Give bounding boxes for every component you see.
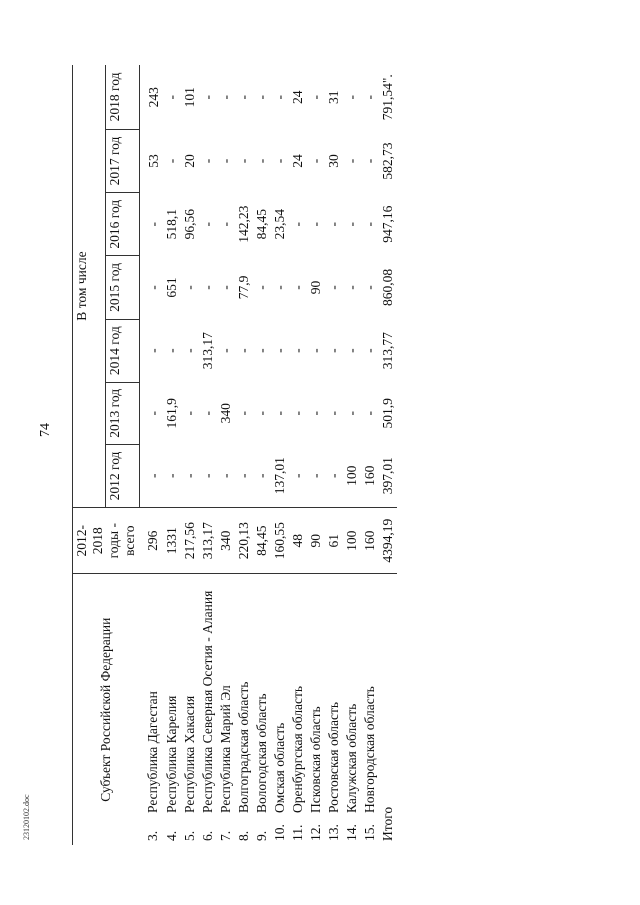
row-year-value: - — [217, 348, 233, 353]
row-subject-cell — [289, 574, 307, 845]
row-year-value: - — [199, 411, 215, 416]
row-year-value: - — [217, 158, 233, 164]
row-year-value: - — [361, 94, 377, 100]
row-total: 220,13 — [235, 508, 253, 574]
row-subject-name: Республика Дагестан — [145, 691, 160, 813]
row-year-value: - — [199, 221, 215, 227]
row-year-value: 313,17 — [199, 332, 215, 370]
row-year-value: 501,9 — [379, 398, 395, 429]
row-year-value: 243 — [145, 87, 161, 108]
row-subject-cell — [271, 574, 289, 845]
row-year-value: - — [253, 285, 269, 290]
row-year-value: - — [307, 473, 323, 478]
row-year-value: - — [325, 348, 341, 353]
row-subject-cell — [325, 574, 343, 845]
row-subject-name: Ростовская область — [325, 702, 341, 813]
table-row — [307, 65, 325, 845]
row-subject-cell — [361, 574, 379, 845]
row-number: Итого — [379, 806, 395, 841]
table-row — [139, 65, 163, 845]
row-year-value: - — [271, 348, 287, 353]
row-year-value: - — [289, 473, 305, 478]
row-year-value: - — [271, 411, 287, 416]
row-year-value: - — [307, 158, 323, 164]
data-table — [72, 65, 397, 845]
row-year-value: 101 — [181, 87, 197, 108]
row-year-value: - — [361, 221, 377, 227]
table-row — [361, 65, 379, 845]
row-number: 5. — [181, 830, 197, 841]
row-number: 8. — [235, 830, 251, 841]
row-year-value: - — [235, 94, 251, 100]
row-year-value: 30 — [325, 154, 341, 168]
row-year-value: - — [289, 221, 305, 227]
row-total: 313,17 — [199, 508, 217, 574]
row-year-value: - — [235, 348, 251, 353]
row-year-value: 160 — [361, 465, 377, 486]
row-number: 6. — [199, 830, 215, 841]
row-subject-cell — [343, 574, 361, 845]
table-row — [271, 65, 289, 845]
row-year-value: - — [361, 348, 377, 353]
row-year-value: - — [343, 285, 359, 290]
row-year-value: - — [289, 285, 305, 290]
row-total: 61 — [325, 508, 343, 574]
row-year-value: - — [343, 94, 359, 100]
row-year-value: 77,9 — [235, 275, 251, 300]
rotated-table-container — [72, 65, 492, 845]
row-subject-cell — [253, 574, 271, 845]
row-total: 1331 — [163, 508, 181, 574]
row-year-value: - — [217, 285, 233, 290]
row-year-value: 31 — [325, 90, 341, 104]
row-year-value: 791,54". — [379, 74, 395, 121]
row-year-value: - — [181, 285, 197, 290]
row-year-value: 137,01 — [271, 457, 287, 495]
row-year-value: - — [361, 411, 377, 416]
row-year-value: 23,54 — [271, 209, 287, 240]
row-year-value: - — [289, 411, 305, 416]
row-year-value: - — [145, 221, 161, 227]
row-subject-name: Новгородская область — [361, 686, 377, 813]
row-year-value: - — [199, 473, 215, 478]
row-year-value: - — [145, 473, 161, 478]
header-group: В том числе — [73, 65, 106, 508]
row-year-value: 313,77 — [379, 332, 395, 370]
row-year-value: 397,01 — [379, 457, 395, 495]
table-row — [217, 65, 235, 845]
row-year-value: 96,56 — [181, 209, 197, 240]
row-year-value: - — [361, 158, 377, 164]
row-subject-cell — [163, 574, 181, 845]
row-year-value: - — [163, 94, 179, 100]
row-total: 84,45 — [253, 508, 271, 574]
row-subject-cell — [307, 574, 325, 845]
row-year-value: - — [307, 348, 323, 353]
header-year: 2013 год — [106, 382, 139, 444]
table-row — [379, 65, 397, 845]
header-year: 2012 год — [106, 444, 139, 507]
row-number: 13. — [325, 824, 341, 841]
page-number: 74 — [38, 423, 53, 437]
row-year-value: - — [235, 411, 251, 416]
row-subject-name: Республика Карелия — [163, 695, 179, 813]
row-year-value: - — [307, 221, 323, 227]
row-year-value: 340 — [217, 403, 233, 424]
row-subject-name: Республика Марий Эл — [217, 685, 233, 813]
table-row — [253, 65, 271, 845]
row-total: 296 — [139, 508, 163, 574]
row-total: 90 — [307, 508, 325, 574]
row-total: 160,55 — [271, 508, 289, 574]
row-year-value: - — [199, 285, 215, 290]
row-year-value: - — [235, 473, 251, 478]
row-year-value: 53 — [145, 154, 161, 168]
row-year-value: - — [289, 348, 305, 353]
row-year-value: - — [235, 158, 251, 164]
row-total: 100 — [343, 508, 361, 574]
row-number: 11. — [289, 824, 305, 841]
row-subject-cell — [235, 574, 253, 845]
row-year-value: 860,08 — [379, 268, 395, 306]
row-year-value: 582,73 — [379, 142, 395, 180]
row-number: 14. — [343, 824, 359, 841]
row-number: 4. — [163, 830, 179, 841]
row-year-value: 161,9 — [163, 398, 179, 429]
row-year-value: - — [145, 285, 161, 290]
row-year-value: - — [343, 411, 359, 416]
row-number: 7. — [217, 830, 233, 841]
row-year-value: - — [163, 348, 179, 353]
row-number: 10. — [271, 824, 287, 841]
row-year-value: - — [253, 158, 269, 164]
table-row — [199, 65, 217, 845]
row-total: 340 — [217, 508, 235, 574]
row-year-value: - — [343, 158, 359, 164]
row-year-value: - — [199, 158, 215, 164]
row-year-value: 20 — [181, 154, 197, 168]
row-year-value: - — [343, 348, 359, 353]
row-year-value: - — [325, 285, 341, 290]
row-year-value: - — [145, 348, 161, 353]
row-subject-name: Волгоградская область — [235, 681, 251, 813]
row-subject-name: Республика Хакасия — [181, 695, 197, 813]
table-row — [235, 65, 253, 845]
row-year-value: 90 — [307, 280, 323, 295]
header-subject: Субъект Российской Федерации — [73, 574, 140, 845]
row-subject-name: Калужская область — [343, 703, 359, 813]
row-subject-name: Оренбургская область — [289, 685, 305, 813]
header-year: 2016 год — [106, 193, 139, 256]
row-number: 9. — [253, 830, 269, 841]
row-year-value: 24 — [289, 154, 305, 168]
table-row — [163, 65, 181, 845]
row-year-value: 947,16 — [379, 205, 395, 243]
row-subject-cell — [199, 574, 217, 845]
table-row — [181, 65, 199, 845]
table-row — [325, 65, 343, 845]
footer-doc-code: 23120102.doc — [22, 794, 31, 840]
row-year-value: - — [361, 285, 377, 290]
header-total: 2012-2018 годы - всего — [73, 508, 140, 574]
row-subject-cell — [139, 574, 163, 845]
row-year-value: 651 — [163, 277, 179, 298]
row-year-value: 142,23 — [235, 205, 251, 243]
row-year-value: - — [325, 473, 341, 478]
row-year-value: - — [181, 411, 197, 416]
row-year-value: - — [253, 348, 269, 353]
row-year-value: - — [217, 94, 233, 100]
row-year-value: - — [325, 411, 341, 416]
row-subject-name: Псковская область — [307, 706, 323, 813]
row-subject-cell — [379, 574, 397, 845]
row-total: 217,56 — [181, 508, 199, 574]
row-year-value: 518,1 — [163, 209, 179, 240]
row-total: 4394,19 — [379, 508, 397, 574]
row-subject-name: Омская область — [271, 722, 287, 813]
row-number: 3. — [145, 830, 160, 841]
row-year-value: 24 — [289, 90, 305, 104]
row-number: 15. — [361, 824, 377, 841]
row-year-value: - — [325, 221, 341, 227]
row-year-value: - — [199, 94, 215, 100]
row-subject-cell — [217, 574, 235, 845]
row-year-value: - — [145, 411, 161, 416]
header-year: 2017 год — [106, 129, 139, 192]
row-total: 160 — [361, 508, 379, 574]
row-year-value: - — [217, 473, 233, 478]
table-row — [343, 65, 361, 845]
header-year: 2015 год — [106, 256, 139, 319]
row-year-value: - — [181, 348, 197, 353]
row-number: 12. — [307, 824, 323, 841]
row-year-value: 84,45 — [253, 209, 269, 240]
table-row — [289, 65, 307, 845]
row-year-value: - — [307, 411, 323, 416]
row-year-value: - — [163, 158, 179, 164]
row-year-value: - — [253, 94, 269, 100]
row-year-value: - — [343, 221, 359, 227]
header-year: 2018 год — [106, 65, 139, 129]
row-year-value: - — [217, 221, 233, 227]
row-year-value: - — [271, 158, 287, 164]
row-total: 48 — [289, 508, 307, 574]
row-year-value: - — [271, 285, 287, 290]
row-subject-cell — [181, 574, 199, 845]
row-year-value: - — [163, 473, 179, 478]
row-year-value: 100 — [343, 465, 359, 486]
row-subject-name: Республика Северная Осетия - Алания — [199, 590, 215, 813]
row-year-value: - — [253, 411, 269, 416]
row-subject-name: Вологодская область — [253, 693, 269, 813]
header-year: 2014 год — [106, 319, 139, 382]
row-year-value: - — [307, 94, 323, 100]
row-year-value: - — [271, 94, 287, 100]
row-year-value: - — [181, 473, 197, 478]
row-year-value: - — [253, 473, 269, 478]
